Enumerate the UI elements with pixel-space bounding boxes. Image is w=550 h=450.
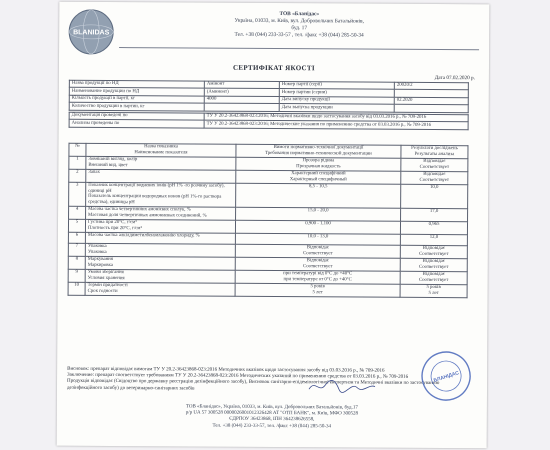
conclusion-compliance: Продукція відповідає (Свідоцтво про державну реєстрацію дезінфекційного засобу), Висновок санітарно-епідеміологічної експертизи та Методичні вказівки по застосуванню дезінфекційного засобу) до ветеринарно-санітарних засобів bbox=[66, 379, 440, 392]
certificate-date: Дата 07.02.2020 р. bbox=[434, 74, 475, 82]
product-cell: 20020/2 bbox=[394, 82, 468, 90]
company-name: ТОВ «Бланідас» bbox=[279, 11, 320, 18]
product-cell bbox=[394, 104, 468, 112]
spec-cell-num: 4 bbox=[69, 206, 86, 219]
footer-bank: р/р UA 57 300528 0000026001012326428 АТ "ОТП БАНК", м. Київ, МФО 300528 bbox=[185, 410, 358, 417]
signature bbox=[307, 377, 377, 395]
spec-cell-norm: Відповідає Соответствует bbox=[235, 244, 400, 258]
company-address: Україна, 01033, м. Київ, вул. Добровольчих Батальйонів, bbox=[234, 17, 364, 25]
spec-cell-num: 8 bbox=[68, 256, 85, 269]
spec-cell-result: Відповідає Соответствует bbox=[400, 245, 467, 258]
product-cell: (Аминонт) bbox=[204, 88, 279, 96]
conclusion-notes bbox=[67, 367, 467, 394]
product-cell: Дата випуску продукції bbox=[279, 96, 394, 104]
product-cell: Назва продукції по НД bbox=[69, 80, 204, 88]
spec-cell-num: 2 bbox=[69, 169, 86, 182]
spec-cell-result: 12,0 bbox=[400, 234, 467, 245]
footer-codes: ЄДРПОУ 36423868, ІПН 364238626558, bbox=[229, 417, 315, 423]
stamp-text: БЛАНІДАС bbox=[432, 370, 460, 384]
spec-cell-name: Упаковка Упаковка bbox=[85, 243, 235, 257]
table-row bbox=[69, 182, 468, 209]
docs-cell: Документація проведені по bbox=[69, 112, 204, 120]
product-info-table bbox=[69, 80, 469, 113]
product-cell: Количество продукции в партии, кг bbox=[69, 102, 204, 110]
product-cell: 4000 bbox=[204, 96, 279, 104]
footer-company: ТОВ «Бланідас», Україна, 01033, м. Київ, вул. Добровольчих Батальйонів, буд.17 bbox=[185, 404, 358, 411]
documentation-table bbox=[69, 112, 469, 130]
certificate-title: СЕРТИФІКАТ ЯКОСТІ bbox=[232, 63, 315, 73]
spec-cell-result: Відповідає Соответствует bbox=[401, 171, 468, 184]
letterhead-footer bbox=[87, 404, 457, 431]
company-logo bbox=[67, 8, 115, 56]
docs-cell: ТУ У 20.2-36423868-023:2016; Методические указания по применению средства от 03.03.2016 р., № 709-2016 bbox=[204, 120, 468, 129]
spec-cell-num: 9 bbox=[68, 269, 85, 282]
col-header-name: Назва показника Наименование показателя bbox=[86, 143, 236, 157]
product-cell: Дата выпуска продукции bbox=[279, 104, 394, 112]
company-phones: Тел. +38 (044) 233-33-57 , тел. /факс +38 (044) 285-50-34 bbox=[234, 31, 364, 39]
conclusion-ru: Заключение: препарат соответствует требованиям ТУ У 20.2-36423868-023:2016 Методических указаний по применению средства от 03.03.2016 р., № 709-2016 bbox=[67, 372, 409, 381]
spec-cell-result: 5 років 5 лет bbox=[400, 284, 467, 297]
spec-cell-name: Показник концентрації водневих іонів (pH 1% -го розчину засобу), одиниці pH Показатель концентрации водородных ионов (pH 1%-го раствора средства), единицы pH bbox=[86, 182, 236, 207]
spec-cell-result: 0,965 bbox=[400, 221, 467, 234]
spec-cell-norm: 10,0 - 13,0 bbox=[235, 233, 400, 245]
spec-cell-norm: 0,900 - 1,100 bbox=[235, 220, 400, 234]
spec-cell-result: Відповідає Соответствует bbox=[400, 271, 467, 284]
spec-cell-num: 7 bbox=[68, 243, 85, 256]
col-header-result: Результати досліджень Результаты анализа bbox=[401, 145, 468, 158]
specification-table bbox=[68, 143, 469, 298]
product-cell bbox=[204, 103, 279, 111]
spec-cell-norm: Відповідає Соответствует bbox=[235, 257, 400, 271]
spec-cell-result: Відповідає Соответствует bbox=[400, 258, 467, 271]
spec-cell-name: Масова частка алкілдиметилбензиламонію хлориду, % bbox=[85, 232, 235, 244]
product-row bbox=[69, 102, 468, 112]
spec-cell-num: 10 bbox=[68, 282, 85, 295]
table-row bbox=[68, 282, 467, 297]
docs-row bbox=[69, 120, 468, 130]
product-cell: Номер партії (серії) bbox=[279, 82, 394, 90]
spec-cell-norm: 15,0 - 20,0 bbox=[236, 207, 401, 221]
header-divider bbox=[119, 47, 479, 50]
spec-cell-name: Умови зберігання Условия хранения bbox=[85, 269, 235, 283]
spec-cell-name: Термін придатності Срок годности bbox=[85, 282, 235, 296]
spec-cell-name: Запах bbox=[86, 169, 236, 183]
spec-cell-norm: Характерний специфічний Характерный специфичный bbox=[236, 170, 401, 184]
spec-cell-norm: Прозора рідина Прозрачная жидкость bbox=[236, 157, 401, 171]
conclusion-ua: Висновок: препарат відповідає вимогам ТУ У 20.2-36423868-023:2016 Методичних вказівок щодо застосування засобу від 03.03.2016 р., № 709-2016 bbox=[67, 366, 385, 374]
product-cell: Амінонт bbox=[204, 81, 279, 89]
letterhead bbox=[119, 10, 479, 40]
col-header-norm: Вимоги нормативно-технічної документації Требования нормативно-технической документации bbox=[236, 144, 401, 158]
footer-phones: Тел. +38 (044) 233-33-57, тел. /факс +38 (044) 285-50-34 bbox=[212, 423, 332, 429]
spec-cell-num: 3 bbox=[69, 182, 86, 206]
col-header-num: № bbox=[69, 143, 86, 156]
docs-cell: Анализы проведены по bbox=[69, 120, 204, 128]
logo-text: BLANIDAS bbox=[73, 29, 110, 37]
spec-cell-norm: при температурі від 0°С до +40°С при температуре от 0°С до +40°С bbox=[235, 270, 400, 284]
spec-cell-num: 5 bbox=[68, 219, 85, 232]
spec-cell-result: 17,0 bbox=[401, 208, 468, 221]
spec-cell-result: 10,0 bbox=[401, 184, 468, 209]
spec-cell-norm: 8,5 - 10,5 bbox=[236, 183, 401, 208]
product-cell: Кількість продукції в партії, кг bbox=[69, 95, 204, 103]
company-stamp bbox=[419, 349, 473, 403]
spec-cell-num: 6 bbox=[68, 232, 85, 243]
spec-cell-num: 1 bbox=[69, 156, 86, 169]
spec-cell-norm: 5 років 5 лет bbox=[235, 283, 400, 297]
certificate-page bbox=[57, 2, 490, 449]
product-cell: 02.2020 bbox=[394, 97, 468, 105]
company-address-2: буд. 17 bbox=[291, 25, 308, 32]
product-cell: Наименование продукции по НД bbox=[69, 88, 204, 96]
docs-cell: ТУ У 20.2-36423868-023:2016; Методичні вказівки щодо застосування засобу від 03.03.2016 р., № 709-2016 bbox=[204, 113, 468, 122]
spec-cell-name: Маркування Маркировка bbox=[85, 256, 235, 270]
product-cell: Номер партии (серии) bbox=[279, 89, 394, 97]
spec-cell-name: Масова частка четвертинних амонієвих сполук, % Массовая доля четвертичных аммониевых соединений, % bbox=[86, 206, 236, 220]
spec-cell-name: Зовнішній вигляд, колір Внешний вид, цвет bbox=[86, 156, 236, 170]
spec-cell-name: Густина при 20°С, г/см³ Плотность при 20°С, г/см³ bbox=[85, 219, 235, 233]
spec-cell-result: Відповідає Соответствует bbox=[401, 158, 468, 171]
